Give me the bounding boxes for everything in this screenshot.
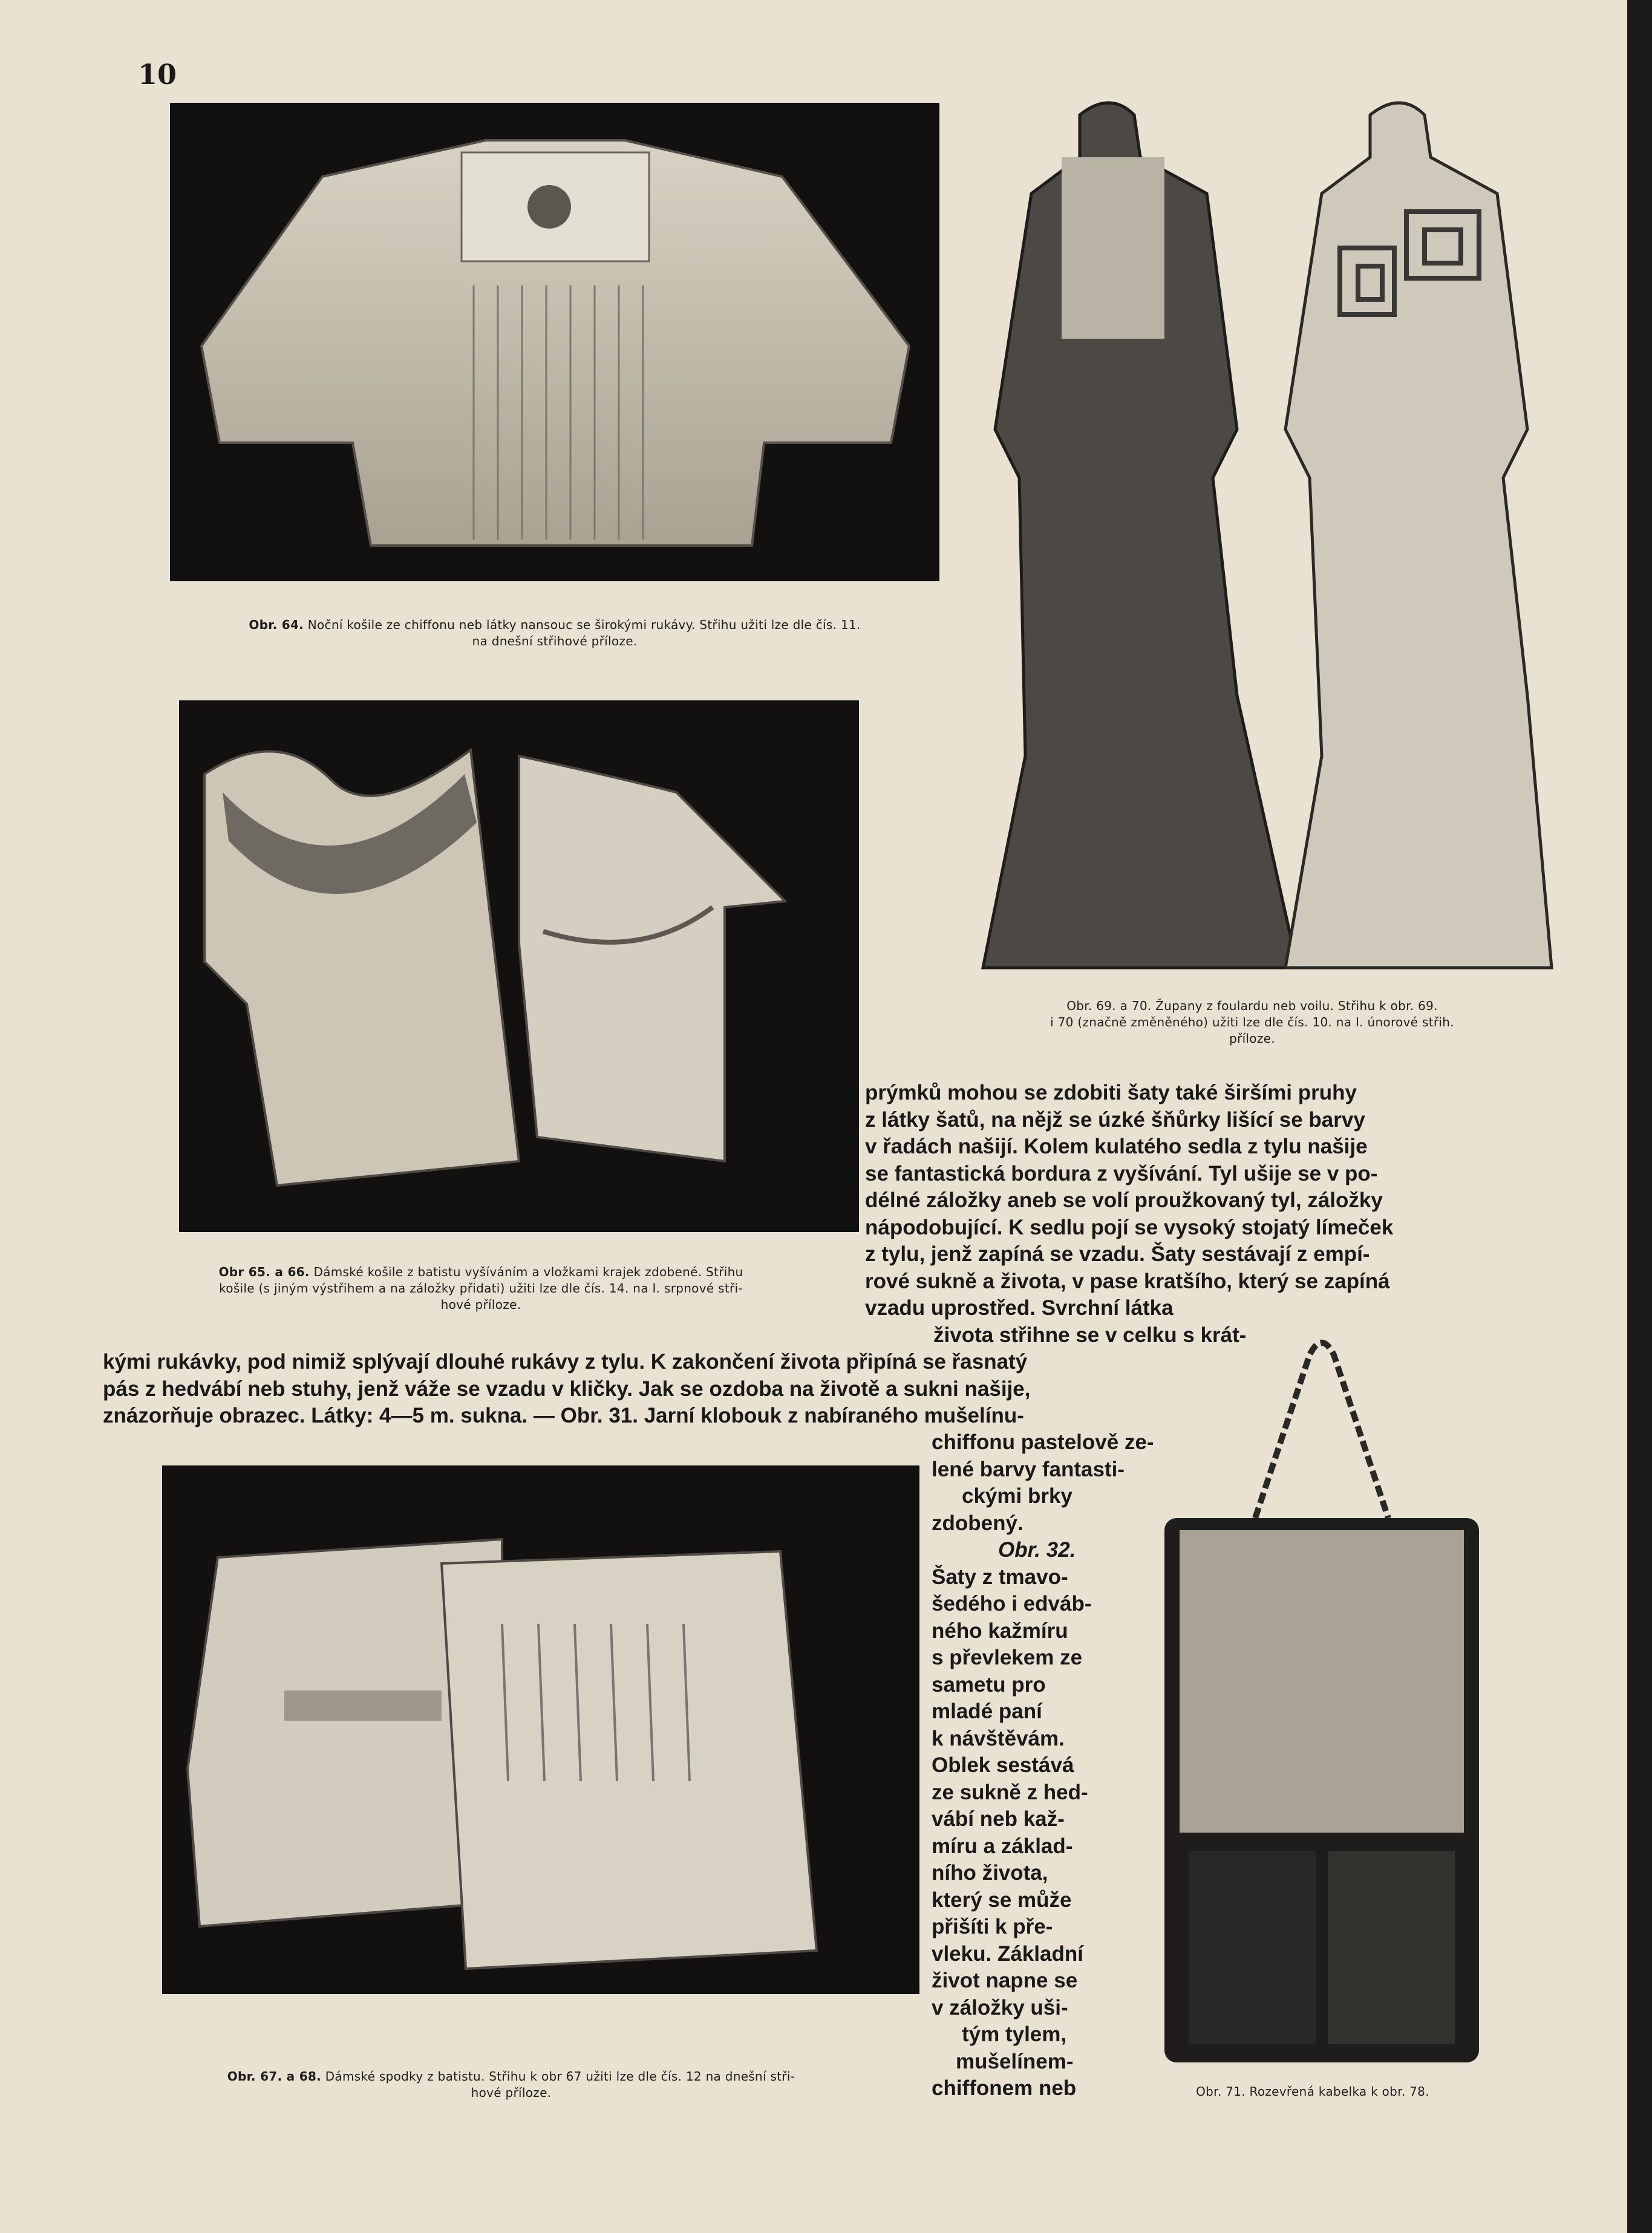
text-line: kými rukávky, pod nimiž splývají dlouhé rukávy z tylu. K zakončení života připíná se řasnatý	[103, 1350, 1028, 1374]
figure-67-68-photo	[163, 1467, 918, 1993]
text-line: znázorňuje obrazec. Látky: 4—5 m. sukna. — Obr. 31. Jarní klobouk z nabíraného mušelínu-	[103, 1404, 1024, 1427]
text-line: tým tylem,	[962, 2023, 1067, 2046]
figure-64-caption-line1: Noční košile ze chiffonu neb látky nansouc se širokými rukávy. Střihu užiti lze dle čís. 11.	[304, 618, 861, 632]
text-line: s převlekem ze	[932, 1646, 1083, 1669]
text-line: v řadách našijí. Kolem kulatého sedla z tylu našije	[865, 1135, 1368, 1158]
text-line: šedého i edváb-	[932, 1592, 1092, 1615]
figure-65-66-caption	[103, 1264, 859, 1313]
figure-65-66-caption-line1: Dámské košile z batistu vyšíváním a vložkami krajek zdobené. Střihu	[309, 1265, 743, 1279]
figure-69-70-caption	[919, 998, 1585, 1047]
text-line: ze sukně z hed-	[932, 1780, 1088, 1804]
figure-67-68-caption-line1: Dámské spodky z batistu. Střihu k obr 67 užiti lze dle čís. 12 na dnešní stři-	[321, 2069, 795, 2084]
text-line: z tylu, jenž zapíná se vzadu. Šaty sestávají z empí-	[865, 1242, 1370, 1266]
text-line: se fantastická bordura z vyšívání. Tyl ušije se v po-	[865, 1161, 1378, 1185]
text-line: Oblek sestává	[932, 1753, 1074, 1777]
text-line: ného kažmíru	[932, 1619, 1068, 1643]
text-line: života střihne se v celku s krát-	[933, 1323, 1247, 1347]
figure-69-70-caption-line1: Obr. 69. a 70. Župany z foulardu neb voilu. Střihu k obr. 69.	[1066, 999, 1438, 1013]
text-line: který se může	[932, 1888, 1072, 1912]
text-line: ckými brky	[962, 1484, 1072, 1508]
text-line: Obr. 32.	[998, 1538, 1076, 1562]
figure-65-66-label: Obr 65. a 66.	[218, 1265, 310, 1279]
figure-67-68-caption	[103, 2068, 919, 2101]
body-text-narrow-column	[932, 1429, 1154, 2102]
text-line: délné záložky aneb se volí proužkovaný tyl, záložky	[865, 1188, 1383, 1212]
text-line: v záložky uši-	[932, 1995, 1068, 2019]
figure-71-caption	[1131, 2084, 1494, 2100]
figure-69-70-caption-line2: i 70 (značně změněného) užiti lze dle čís. 10. na I. únorové střih.	[1050, 1015, 1454, 1029]
drawers-illustration	[163, 1467, 918, 1993]
figure-65-66-caption-line2: košile (s jiným výstřihem a na záložky přidati) užiti lze dle čís. 14. na I. srpnové stři-	[219, 1281, 743, 1296]
figure-71-illustration	[1152, 1331, 1491, 2075]
text-line: rové sukně a života, v pase kratšího, který se zapíná	[865, 1269, 1390, 1293]
text-line: mladé paní	[932, 1700, 1042, 1723]
text-line: mušelínem-	[956, 2049, 1074, 2073]
text-line: přišíti k pře-	[932, 1915, 1053, 1938]
figure-64-label: Obr. 64.	[249, 618, 304, 632]
text-line: vzadu uprostřed. Svrchní látka	[865, 1296, 1174, 1320]
text-line: nápodobující. K sedlu pojí se vysoký stojatý límeček	[865, 1215, 1394, 1239]
text-line: míru a základ-	[932, 1834, 1073, 1858]
text-line: lené barvy fantasti-	[932, 1457, 1125, 1481]
body-text-full-width	[103, 1349, 1030, 1430]
binding-edge	[1627, 0, 1652, 2233]
figure-64-caption-line2: na dnešní střihové příloze.	[472, 634, 638, 648]
text-line: ního života,	[932, 1861, 1048, 1885]
dressing-gowns-illustration	[959, 91, 1555, 977]
figure-65-66-caption-line3: hové příloze.	[440, 1297, 521, 1312]
text-line: chiffonem neb	[932, 2076, 1077, 2100]
text-line: prýmků mohou se zdobiti šaty také širšími pruhy	[865, 1081, 1357, 1104]
figure-64-caption	[171, 617, 938, 650]
text-line: zdobený.	[932, 1511, 1024, 1535]
text-line: pás z hedvábí neb stuhy, jenž váže se vzadu v kličky. Jak se ozdoba na životě a sukni našije,	[103, 1377, 1031, 1401]
figure-69-70-caption-line3: příloze.	[1229, 1031, 1275, 1046]
text-line: vábí neb kaž-	[932, 1807, 1065, 1831]
figure-71-caption-text: Obr. 71. Rozevřená kabelka k obr. 78.	[1196, 2084, 1429, 2099]
text-line: chiffonu pastelově ze-	[932, 1430, 1154, 1454]
chemises-illustration	[180, 702, 858, 1231]
figure-64-photo	[171, 104, 938, 580]
body-text-right-column	[865, 1080, 1393, 1322]
figure-67-68-label: Obr. 67. a 68.	[227, 2069, 322, 2084]
figure-69-70-illustration	[959, 91, 1555, 977]
text-line: život napne se	[932, 1969, 1078, 1992]
text-line: sametu pro	[932, 1672, 1046, 1697]
figure-67-68-caption-line2: hové příloze.	[471, 2085, 552, 2100]
figure-65-66-photo	[180, 702, 858, 1231]
text-line: vleku. Základní	[932, 1941, 1083, 1966]
text-line: z látky šatů, na nějž se úzké šňůrky lišící se barvy	[865, 1107, 1365, 1132]
text-line: Šaty z tmavo-	[932, 1565, 1068, 1589]
handbag-illustration	[1152, 1331, 1491, 2075]
text-line: k návštěvám.	[932, 1726, 1065, 1750]
nightgown-illustration	[171, 104, 938, 580]
page-number: 10	[138, 58, 177, 91]
